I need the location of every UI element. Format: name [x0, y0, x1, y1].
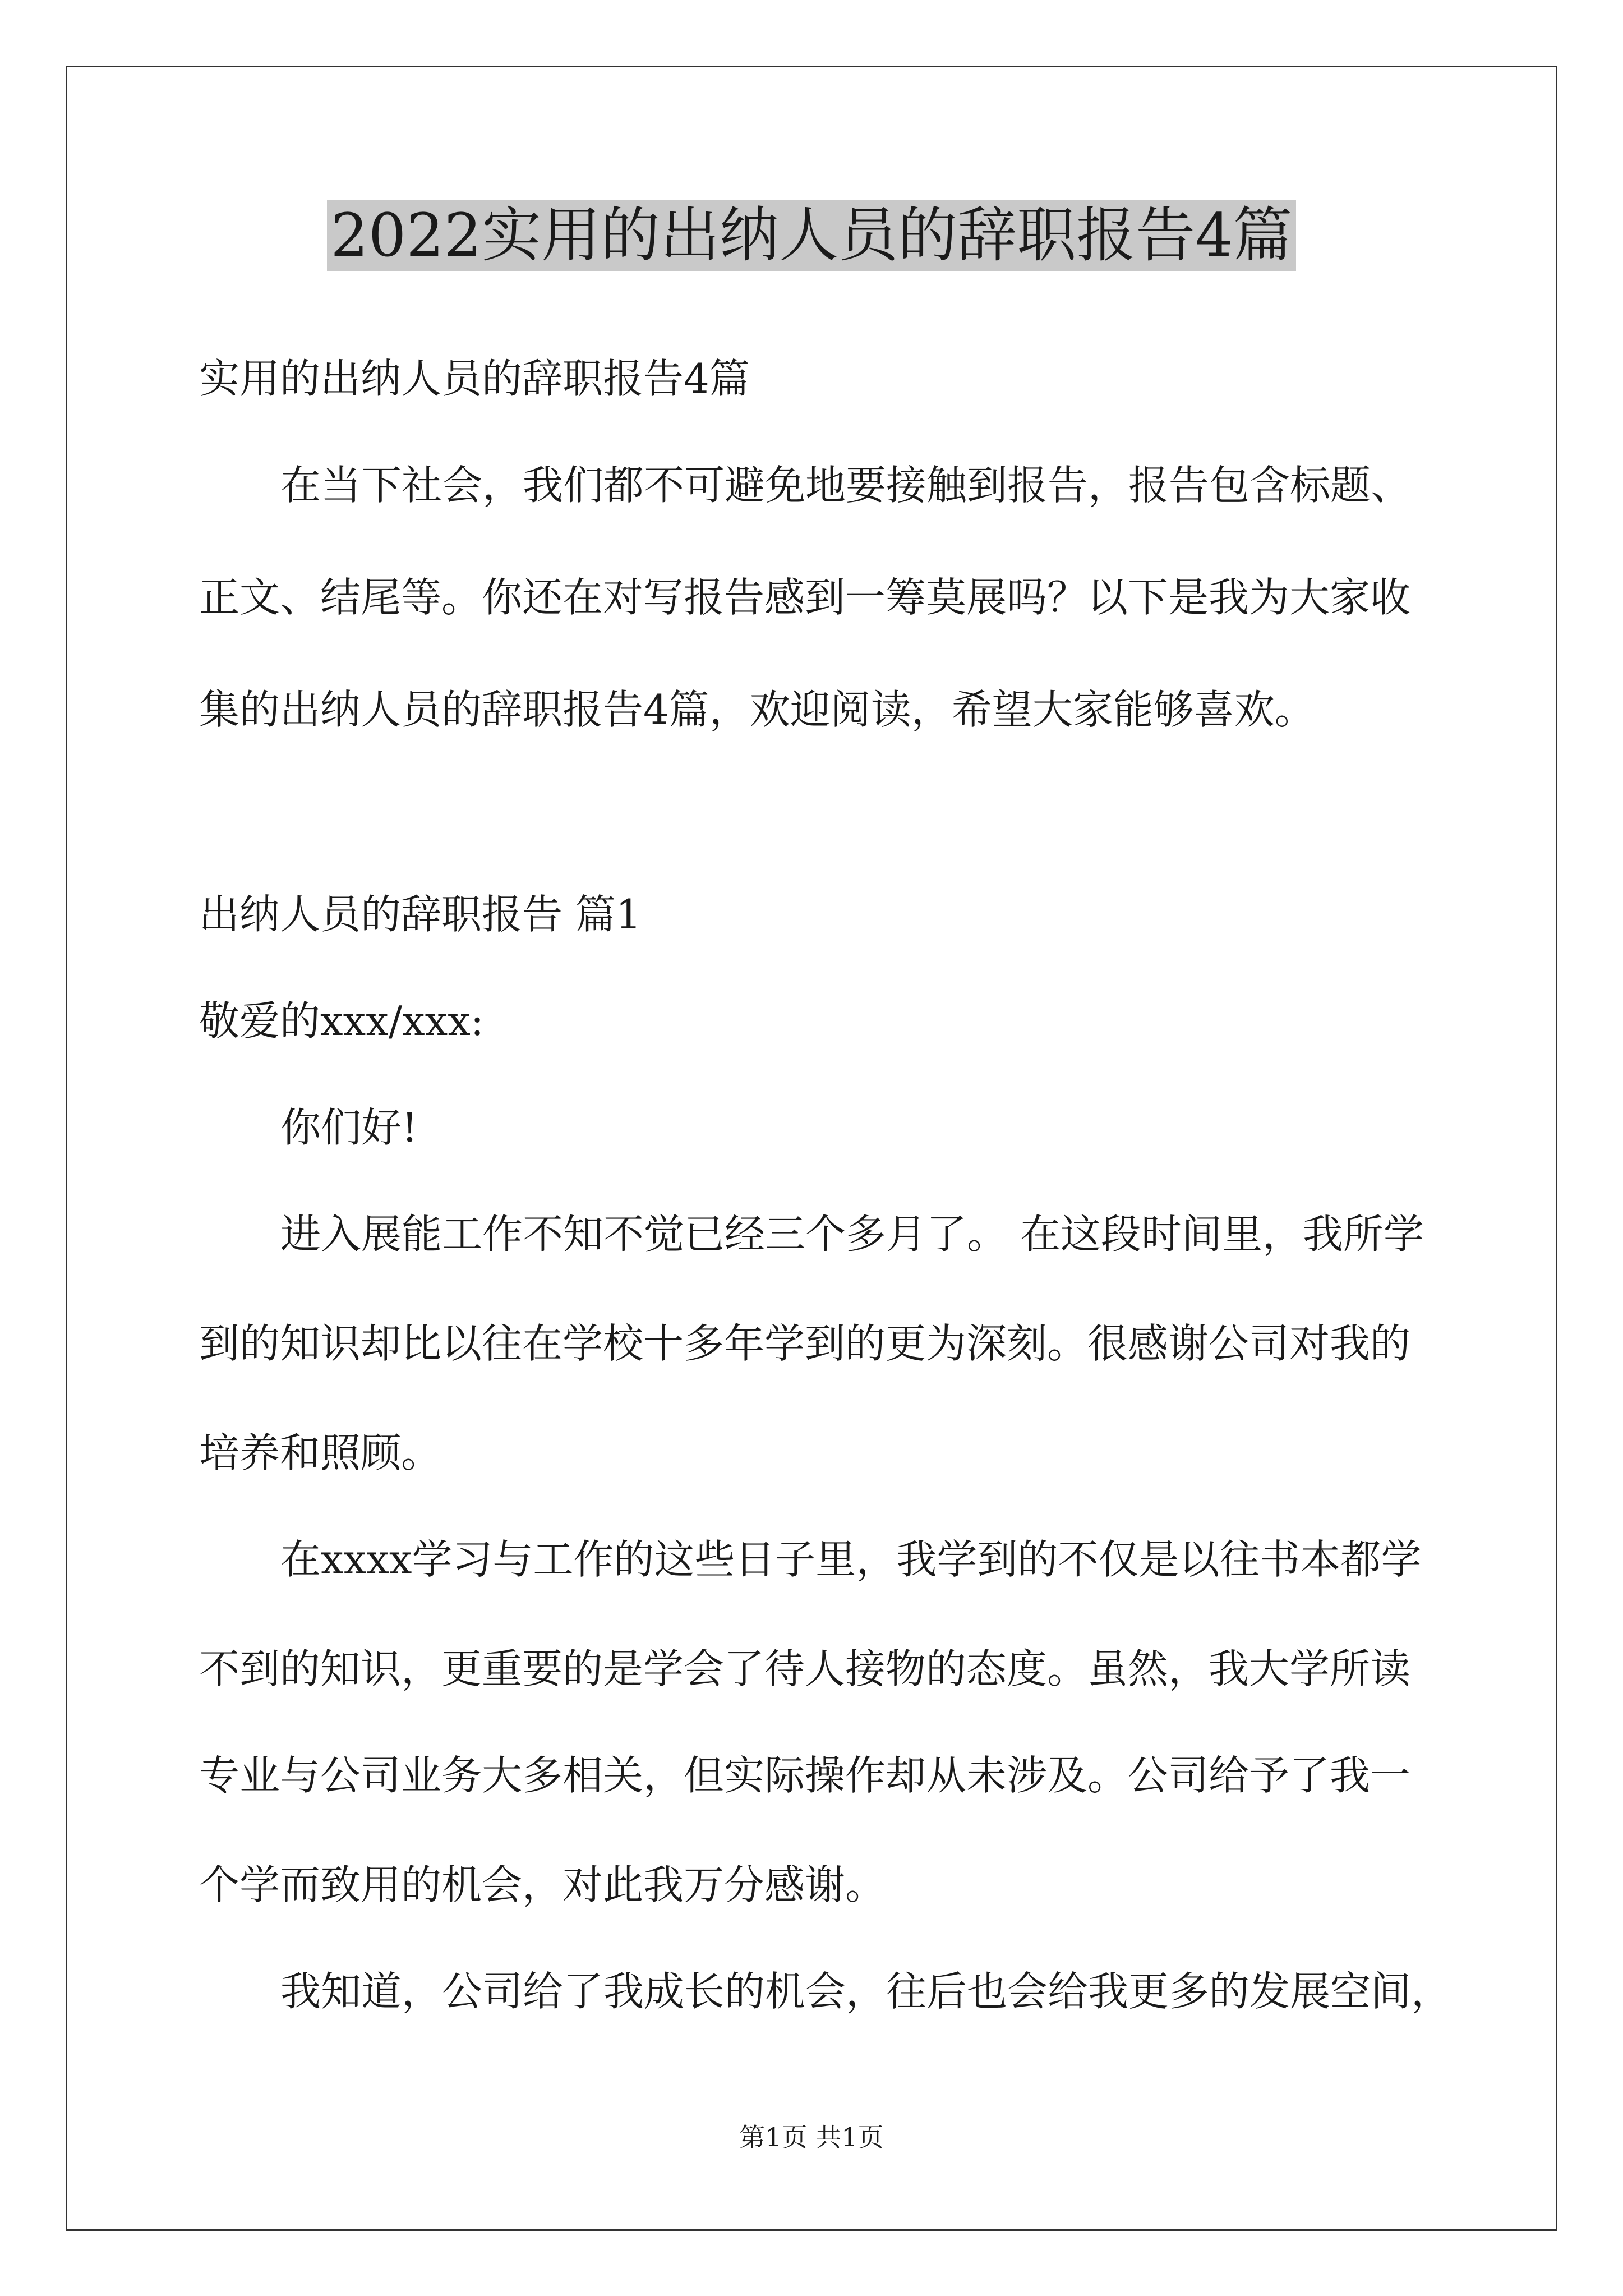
intro-line-3: 集的出纳人员的辞职报告4篇，欢迎阅读，希望大家能够喜欢。 [199, 686, 1315, 733]
subtitle: 实用的出纳人员的辞职报告4篇 [199, 355, 750, 402]
paragraph-2-line-3: 专业与公司业务大多相关，但实际操作却从未涉及。公司给予了我一 [199, 1752, 1411, 1799]
document-title-text: 2022实用的出纳人员的辞职报告4篇 [327, 200, 1295, 271]
page-number: 第1页 共1页 [739, 2122, 884, 2152]
paragraph-2-line-1: 在xxxx学习与工作的这些日子里，我学到的不仅是以往书本都学 [280, 1536, 1422, 1583]
intro-line-1: 在当下社会，我们都不可避免地要接触到报告，报告包含标题、 [280, 462, 1412, 509]
paragraph-2-line-2: 不到的知识，更重要的是学会了待人接物的态度。虽然，我大学所读 [199, 1645, 1411, 1692]
paragraph-2-line-4: 个学而致用的机会，对此我万分感谢。 [199, 1861, 886, 1908]
paragraph-1-line-2: 到的知识却比以往在学校十多年学到的更为深刻。很感谢公司对我的 [199, 1320, 1411, 1367]
paragraph-1-line-1: 进入展能工作不知不觉已经三个多月了。 在这段时间里，我所学 [280, 1211, 1424, 1258]
section-heading: 出纳人员的辞职报告 篇1 [199, 891, 642, 938]
intro-line-2: 正文、结尾等。你还在对写报告感到一筹莫展吗？以下是我为大家收 [199, 574, 1411, 621]
paragraph-3-line-1: 我知道，公司给了我成长的机会，往后也会给我更多的发展空间， [280, 1968, 1452, 2015]
paragraph-1-line-3: 培养和照顾。 [199, 1429, 442, 1476]
salutation: 敬爱的xxx/xxx: [199, 997, 485, 1045]
greeting: 你们好! [280, 1104, 418, 1151]
document-title [0, 194, 1623, 278]
